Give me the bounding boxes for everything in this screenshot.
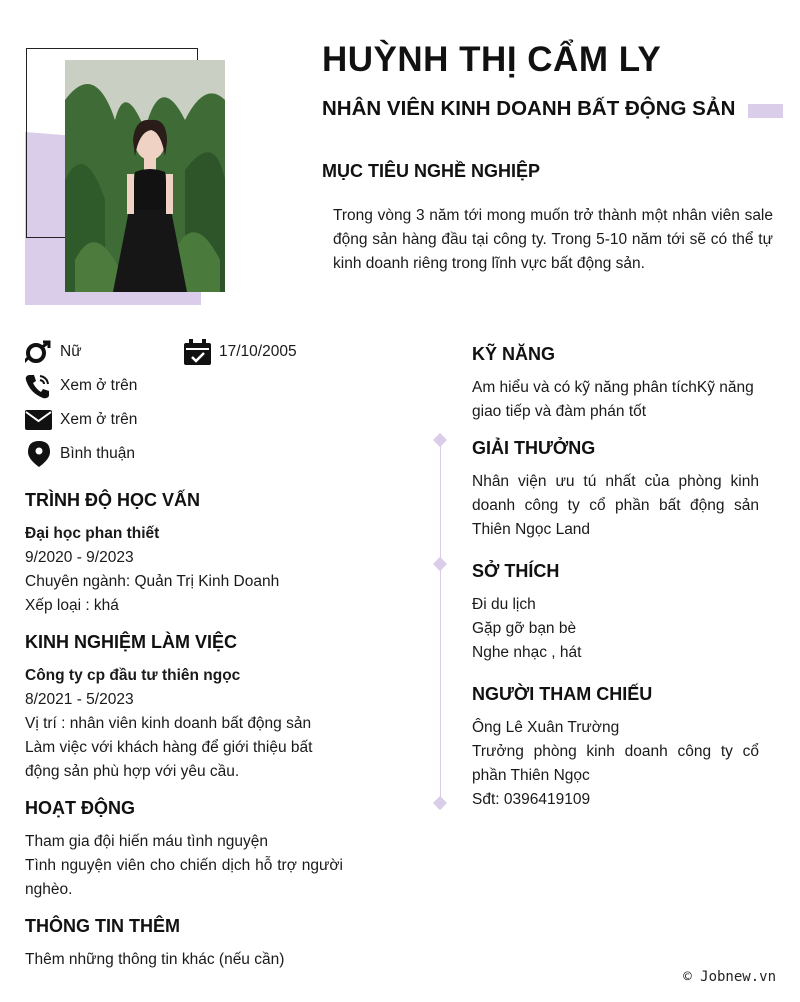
reference-phone: Sđt: 0396419109 [472, 791, 591, 808]
phone-value: Xem ở trên [60, 377, 138, 394]
skills-heading: KỸ NĂNG [472, 344, 556, 364]
experience-role: Vị trí : nhân viên kinh doanh bất động sản [25, 715, 312, 732]
address-value: Bình thuận [60, 445, 135, 462]
candidate-name: HUỲNH THỊ CẨM LY [322, 40, 662, 79]
education-block [25, 522, 345, 618]
hobby-item: Gặp gỡ bạn bè [472, 620, 577, 637]
reference-title: Trưởng phòng kinh doanh công ty cổ phần Thiên Ngọc [472, 743, 759, 784]
education-grade: Xếp loại : khá [25, 597, 119, 614]
skills-text: Am hiểu và có kỹ năng phân tíchKỹ năng giao tiếp và đàm phán tốt [472, 379, 754, 420]
phone-icon [25, 373, 52, 400]
experience-description: Làm việc với khách hàng để giới thiệu bất động sản phù hợp với yêu cầu. [25, 739, 313, 780]
activities-heading: HOẠT ĐỘNG [25, 798, 135, 818]
job-title: NHÂN VIÊN KINH DOANH BẤT ĐỘNG SẢN [322, 97, 736, 120]
location-icon [25, 441, 52, 468]
experience-period: 8/2021 - 5/2023 [25, 691, 134, 708]
timeline-marker [433, 796, 447, 810]
footer-copyright: © Jobnew.vn [683, 969, 776, 985]
gender-value: Nữ [60, 343, 82, 360]
email-value: Xem ở trên [60, 411, 138, 428]
experience-company: Công ty cp đầu tư thiên ngọc [25, 667, 241, 684]
hobbies-heading: SỞ THÍCH [472, 561, 560, 581]
timeline-marker [433, 433, 447, 447]
contact-email [25, 406, 185, 434]
awards-text: Nhân viện ưu tú nhất của phòng kinh doanh công ty cổ phần bất động sản Thiên Ngọc Land [472, 473, 759, 538]
objective-text: Trong vòng 3 năm tới mong muốn trở thành một nhân viên sale động sản hàng đầu tại công ty. Trong 5-10 năm tới sẽ có thể tự kinh doanh riêng trong lĩnh vực bất động sản. [333, 207, 773, 272]
experience-heading: KINH NGHIỆM LÀM VIỆC [25, 632, 238, 652]
hobbies-list [472, 593, 760, 665]
contact-gender [25, 338, 185, 366]
education-period: 9/2020 - 9/2023 [25, 549, 134, 566]
references-block [472, 716, 759, 812]
awards-heading: GIẢI THƯỞNG [472, 438, 596, 458]
birthday-value: 17/10/2005 [219, 343, 297, 360]
education-school: Đại học phan thiết [25, 525, 160, 542]
reference-name: Ông Lê Xuân Trường [472, 719, 620, 736]
contact-phone [25, 372, 185, 400]
references-heading: NGƯỜI THAM CHIẾU [472, 684, 653, 704]
hobby-item: Đi du lịch [472, 596, 536, 613]
experience-block [25, 664, 343, 784]
activities-line-1: Tham gia đội hiến máu tình nguyện [25, 833, 268, 850]
extra-text: Thêm những thông tin khác (nếu cần) [25, 951, 285, 968]
contact-address [25, 440, 185, 468]
objective-heading: MỤC TIÊU NGHỀ NGHIỆP [322, 161, 541, 181]
activities-line-2: Tình nguyện viên cho chiến dịch hỗ trợ người nghèo. [25, 857, 343, 898]
email-icon [25, 407, 52, 434]
contact-birthday [184, 338, 297, 366]
calendar-icon [184, 339, 211, 366]
gender-icon [25, 339, 52, 366]
extra-heading: THÔNG TIN THÊM [25, 916, 180, 936]
title-accent-bar [748, 104, 783, 118]
education-major: Chuyên ngành: Quản Trị Kinh Doanh [25, 573, 280, 590]
activities-block [25, 830, 343, 902]
timeline-line [440, 440, 441, 805]
hobby-item: Nghe nhạc , hát [472, 644, 582, 661]
contact-list [25, 338, 185, 468]
profile-photo [65, 60, 225, 292]
timeline-marker [433, 557, 447, 571]
education-heading: TRÌNH ĐỘ HỌC VẤN [25, 490, 200, 510]
